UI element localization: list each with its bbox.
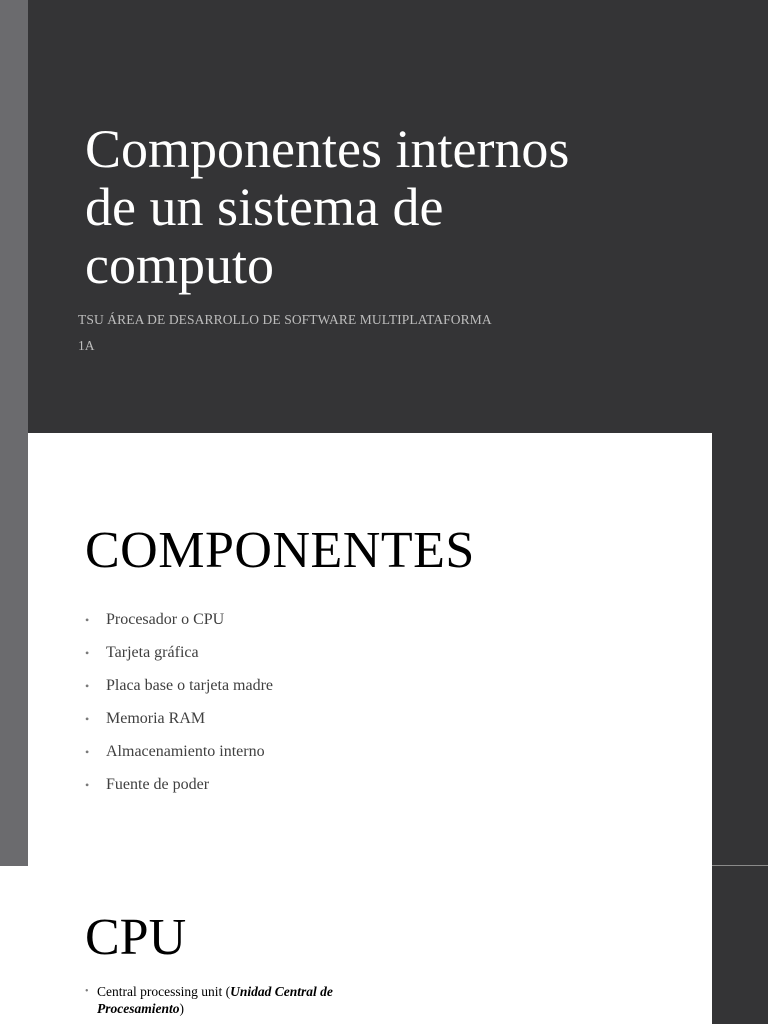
list-item	[85, 609, 273, 642]
title-line: de un sistema de	[85, 177, 444, 237]
bullet-text-emphasis: Unidad Central de Procesamiento	[97, 984, 333, 1016]
slide-accent-bar-right	[712, 866, 768, 1024]
bullet-icon: •	[85, 613, 90, 627]
bullet-icon: •	[85, 986, 89, 997]
bullet-icon: •	[85, 646, 90, 660]
slide-accent-bar-left	[0, 433, 28, 866]
slide-accent-bar	[0, 0, 28, 433]
bullet-icon: •	[85, 778, 90, 792]
bullet-icon: •	[85, 745, 90, 759]
components-list	[85, 609, 273, 807]
list-item	[85, 642, 273, 675]
presentation-title	[85, 120, 685, 294]
list-item	[85, 675, 273, 708]
title-line: computo	[85, 235, 274, 295]
slide-accent-bar-right	[712, 433, 768, 866]
bullet-icon: •	[85, 712, 90, 726]
list-item-label: Tarjeta gráfica	[106, 644, 199, 661]
list-item	[85, 774, 273, 807]
bullet-text	[85, 983, 385, 1017]
bullet-text-close: )	[179, 1001, 184, 1016]
list-item-label: Fuente de poder	[106, 776, 210, 793]
list-item-label: Placa base o tarjeta madre	[106, 677, 274, 694]
list-item	[85, 741, 273, 774]
bullet-text-plain: Central processing unit (	[97, 984, 231, 999]
list-item	[85, 708, 273, 741]
list-item-label: Memoria RAM	[106, 710, 206, 727]
cpu-slide	[0, 866, 768, 1024]
slide-title: CPU	[85, 909, 187, 966]
list-item-label: Procesador o CPU	[106, 611, 225, 628]
components-slide	[0, 433, 768, 866]
title-line: Componentes internos	[85, 119, 570, 179]
bullet-icon: •	[85, 679, 90, 693]
cpu-definition-bullet	[85, 983, 385, 1017]
title-slide	[0, 0, 768, 433]
slide-title: COMPONENTES	[85, 522, 475, 579]
program-subtitle: TSU ÁREA DE DESARROLLO DE SOFTWARE MULTIPLATAFORMA	[78, 312, 492, 327]
group-label: 1A	[78, 338, 95, 353]
list-item-label: Almacenamiento interno	[106, 743, 265, 760]
